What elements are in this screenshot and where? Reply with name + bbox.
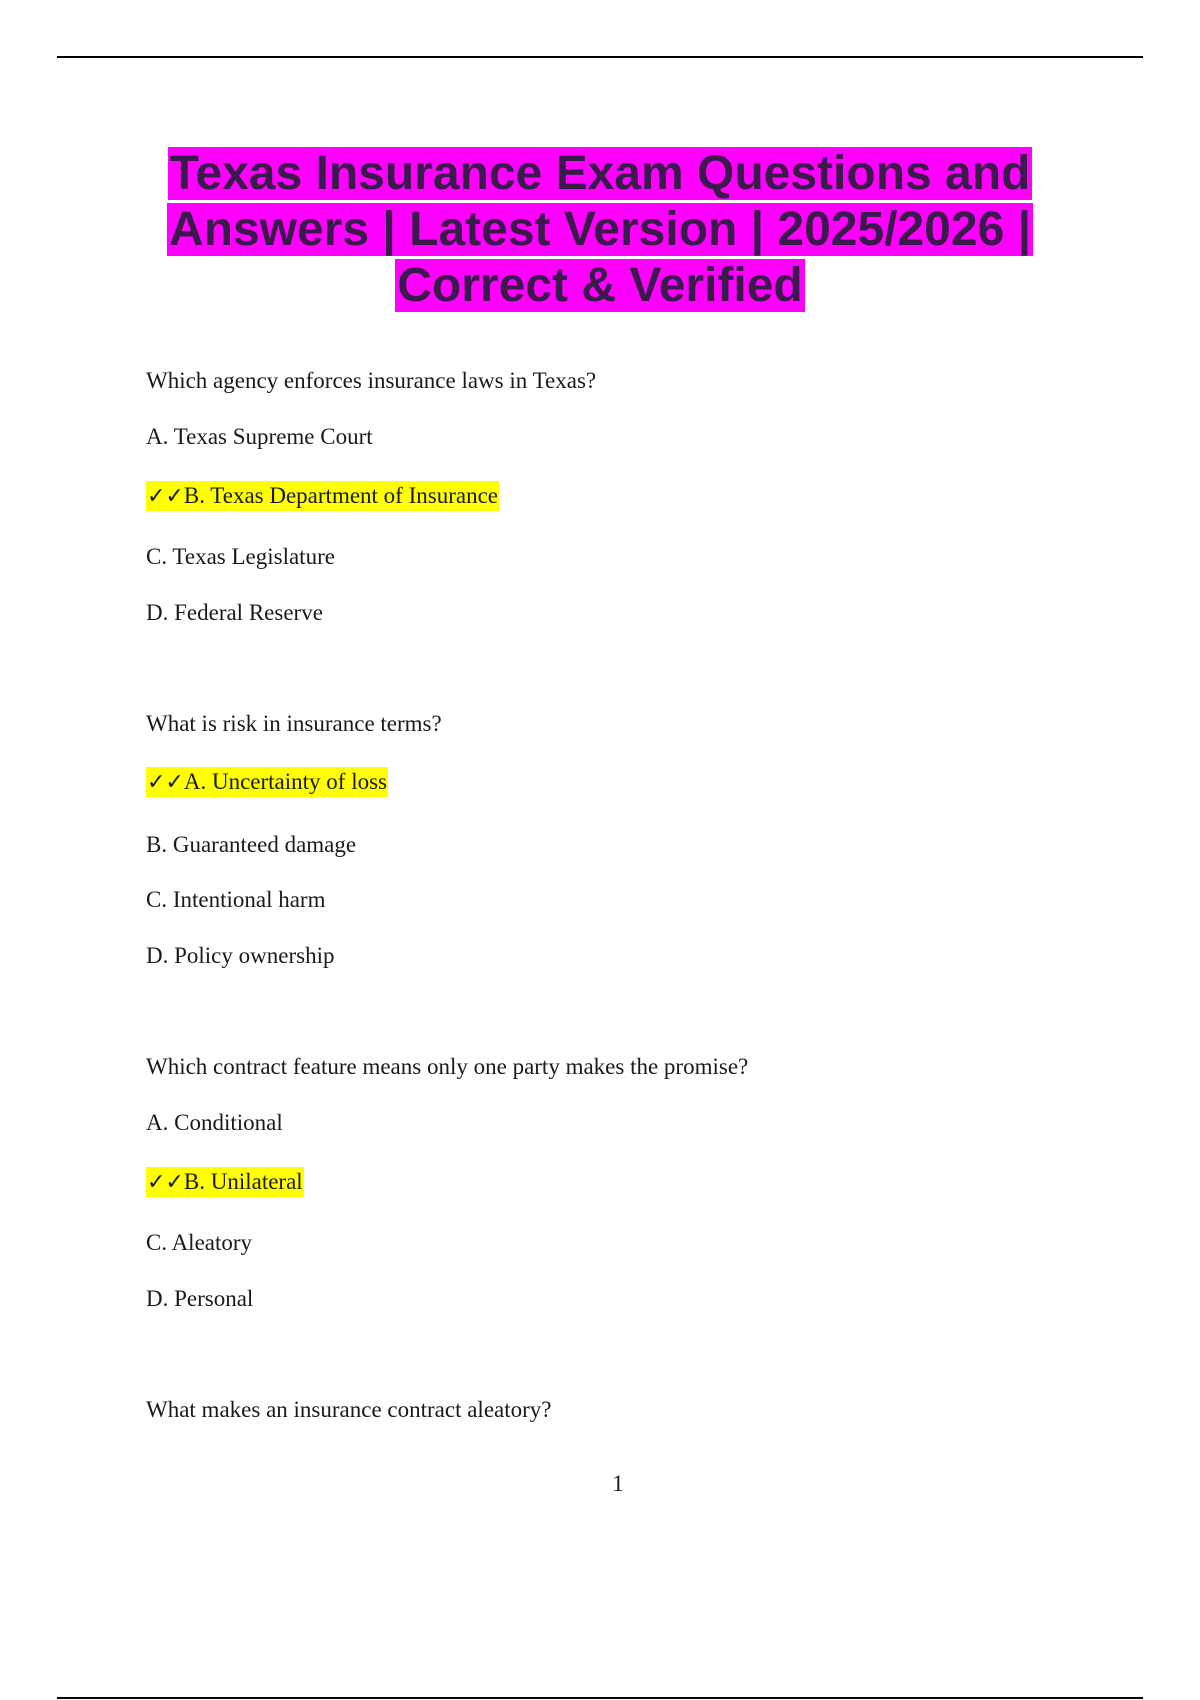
double-check-icon: ✓✓ bbox=[147, 1170, 184, 1195]
question-2-option-b: B. Guaranteed damage bbox=[146, 832, 357, 857]
answer-text: B. Unilateral bbox=[183, 1169, 303, 1194]
question-2-option-a-correct bbox=[146, 767, 388, 798]
question-3-option-c: C. Aleatory bbox=[146, 1230, 253, 1255]
answer-highlight bbox=[146, 481, 499, 511]
title-line-1: Texas Insurance Exam Questions and bbox=[169, 147, 1031, 200]
bottom-rule bbox=[57, 1697, 1143, 1699]
question-4-text: What makes an insurance contract aleatory? bbox=[146, 1397, 552, 1422]
double-check-icon: ✓✓ bbox=[147, 770, 184, 795]
answer-text: A. Uncertainty of loss bbox=[183, 769, 388, 794]
question-1-option-a: A. Texas Supreme Court bbox=[146, 424, 373, 449]
question-2-option-d: D. Policy ownership bbox=[146, 943, 335, 968]
question-1-option-c: C. Texas Legislature bbox=[146, 544, 335, 569]
answer-highlight bbox=[146, 767, 388, 797]
document-title bbox=[0, 146, 1200, 314]
title-line-3: Correct & Verified bbox=[397, 259, 803, 312]
question-3-text: Which contract feature means only one party makes the promise? bbox=[146, 1054, 749, 1079]
top-rule bbox=[57, 56, 1143, 58]
question-1-option-b-correct bbox=[146, 481, 499, 512]
question-2-option-c: C. Intentional harm bbox=[146, 887, 326, 912]
title-line-2: Answers | Latest Version | 2025/2026 | bbox=[168, 203, 1032, 256]
question-1-text: Which agency enforces insurance laws in Texas? bbox=[146, 368, 597, 393]
answer-highlight bbox=[146, 1167, 304, 1197]
answer-text: B. Texas Department of Insurance bbox=[183, 483, 498, 508]
question-3-option-b-correct bbox=[146, 1167, 304, 1198]
question-3-option-d: D. Personal bbox=[146, 1286, 254, 1311]
page-number: 1 bbox=[612, 1471, 624, 1496]
question-2-text: What is risk in insurance terms? bbox=[146, 711, 442, 736]
question-1-option-d: D. Federal Reserve bbox=[146, 600, 323, 625]
question-3-option-a: A. Conditional bbox=[146, 1110, 283, 1135]
double-check-icon: ✓✓ bbox=[147, 484, 184, 509]
